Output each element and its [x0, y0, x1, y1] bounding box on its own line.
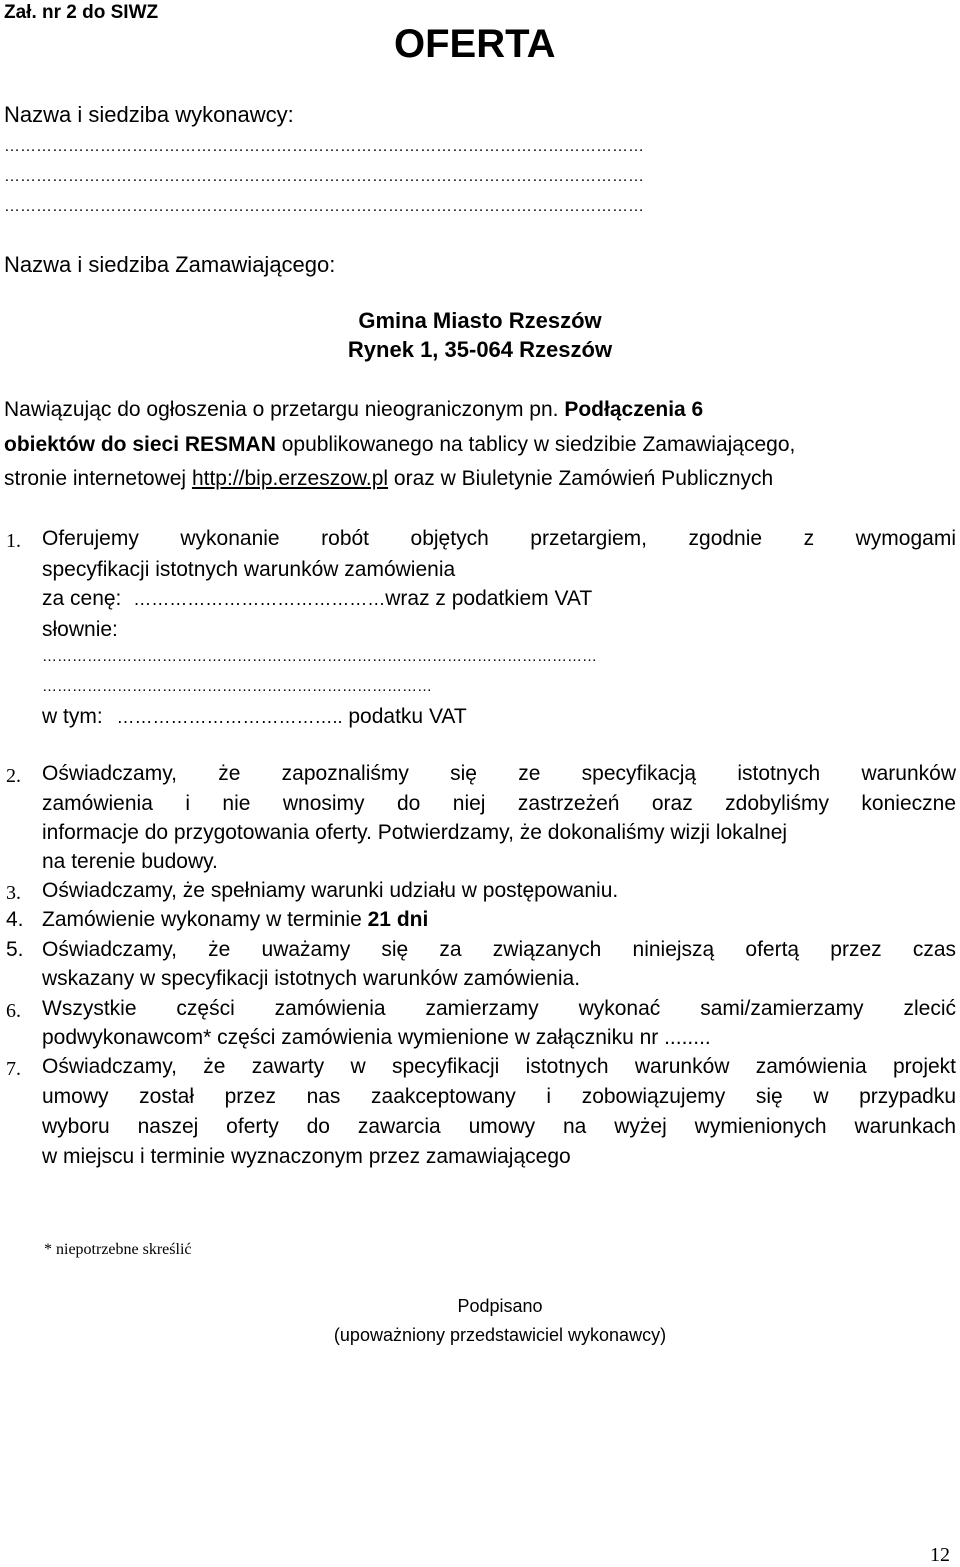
item-4-pre: Zamówienie wykonamy w terminie [42, 908, 362, 931]
intro-line-1 [4, 398, 703, 422]
footnote: * niepotrzebne skreślić [44, 1241, 192, 1258]
contractor-line-2: ………………………………………………………………………………………………………… [4, 168, 644, 185]
tender-name-part1: Podłączenia 6 [564, 398, 704, 421]
item-5-line-2: wskazany w specyfikacji istotnych warunków zamówienia. [42, 967, 581, 990]
vat-tail: podatku VAT [348, 705, 467, 728]
intro-text-3: stronie internetowej [4, 467, 187, 490]
ordering-party-name: Gmina Miasto Rzeszów [358, 308, 602, 333]
contractor-line-3: ………………………………………………………………………………………………………… [4, 198, 644, 215]
intro-line-2 [4, 433, 795, 457]
price-label: za cenę: [42, 587, 122, 610]
page-title: OFERTA [394, 22, 556, 66]
intro-text: Nawiązując do ogłoszenia o przetargu nieograniczonym pn. [4, 398, 559, 421]
item-7-line-1: Oświadczamy, że zawarty w specyfikacji istotnych warunków zamówienia projekt [42, 1055, 956, 1078]
ordering-party-address: Rynek 1, 35-064 Rzeszów [347, 337, 613, 362]
item-number-6: 6. [6, 1000, 21, 1022]
in-words-label: słownie: [42, 618, 118, 641]
contractor-label: Nazwa i siedziba wykonawcy: [4, 102, 294, 127]
page-number: 12 [930, 1544, 950, 1566]
price-field: …………………………………… [133, 589, 386, 609]
signature-label: Podpisano [457, 1296, 543, 1316]
item-6-line-2: podwykonawcom* części zamówienia wymienione w załączniku nr ........ [42, 1026, 711, 1049]
item-1-line-2: specyfikacji istotnych warunków zamówienia [42, 558, 456, 581]
tender-name-part2: obiektów do sieci RESMAN [4, 433, 276, 456]
ordering-party-label: Nazwa i siedziba Zamawiającego: [4, 252, 336, 277]
in-words-line-1: ………………………………………………………………………………………………… [42, 648, 597, 665]
item-2-line-1: Oświadczamy, że zapoznaliśmy się ze specyfikacją istotnych warunków [42, 762, 956, 785]
bip-link[interactable]: http://bip.erzeszow.pl [191, 467, 389, 490]
item-number-3: 3. [6, 882, 21, 904]
item-number-2: 2. [6, 765, 21, 787]
price-tail: wraz z podatkiem VAT [385, 587, 593, 610]
item-2-line-2: zamówienia i nie wnosimy do niej zastrzeżeń oraz zdobyliśmy konieczne [42, 792, 956, 815]
contractor-line-1: ………………………………………………………………………………………………………… [4, 138, 644, 155]
item-3-text: Oświadczamy, że spełniamy warunki udziału w postępowaniu. [42, 879, 619, 902]
attachment-label: Zał. nr 2 do SIWZ [4, 2, 159, 23]
in-words-line-2: …………………………………………………………………… [42, 678, 432, 695]
item-number-1: 1. [6, 530, 21, 552]
item-number-7: 7. [6, 1058, 21, 1080]
vat-field: ……………………………….. [116, 707, 343, 727]
item-4-text [42, 908, 428, 932]
item-1-line-1: Oferujemy wykonanie robót objętych przetargiem, zgodnie z wymogami [42, 527, 956, 550]
deadline: 21 dni [367, 908, 429, 931]
intro-text-4: oraz w Biuletynie Zamówień Publicznych [393, 467, 774, 490]
item-2-line-4: na terenie budowy. [42, 850, 218, 873]
item-number-5: 5. [6, 938, 24, 961]
item-7-line-2: umowy został przez nas zaakceptowany i zobowiązujemy się w przypadku [42, 1085, 956, 1108]
item-7-line-3: wyboru naszej oferty do zawarcia umowy na wyżej wymienionych warunkach [42, 1115, 956, 1138]
intro-text-2: opublikowanego na tablicy w siedzibie Zamawiającego, [281, 433, 796, 456]
signature-role: (upoważniony przedstawiciel wykonawcy) [333, 1325, 667, 1345]
item-7-line-4: w miejscu i terminie wyznaczonym przez zamawiającego [42, 1145, 571, 1168]
price-row [42, 587, 592, 611]
item-number-4: 4. [6, 908, 24, 931]
vat-row [42, 705, 467, 729]
item-5-line-1: Oświadczamy, że uważamy się za związanych niniejszą ofertą przez czas [42, 938, 956, 961]
item-6-line-1: Wszystkie części zamówienia zamierzamy wykonać sami/zamierzamy zlecić [42, 997, 956, 1020]
item-2-line-3: informacje do przygotowania oferty. Potwierdzamy, że dokonaliśmy wizji lokalnej [42, 821, 788, 844]
vat-label: w tym: [42, 705, 103, 728]
intro-line-3 [4, 467, 773, 491]
